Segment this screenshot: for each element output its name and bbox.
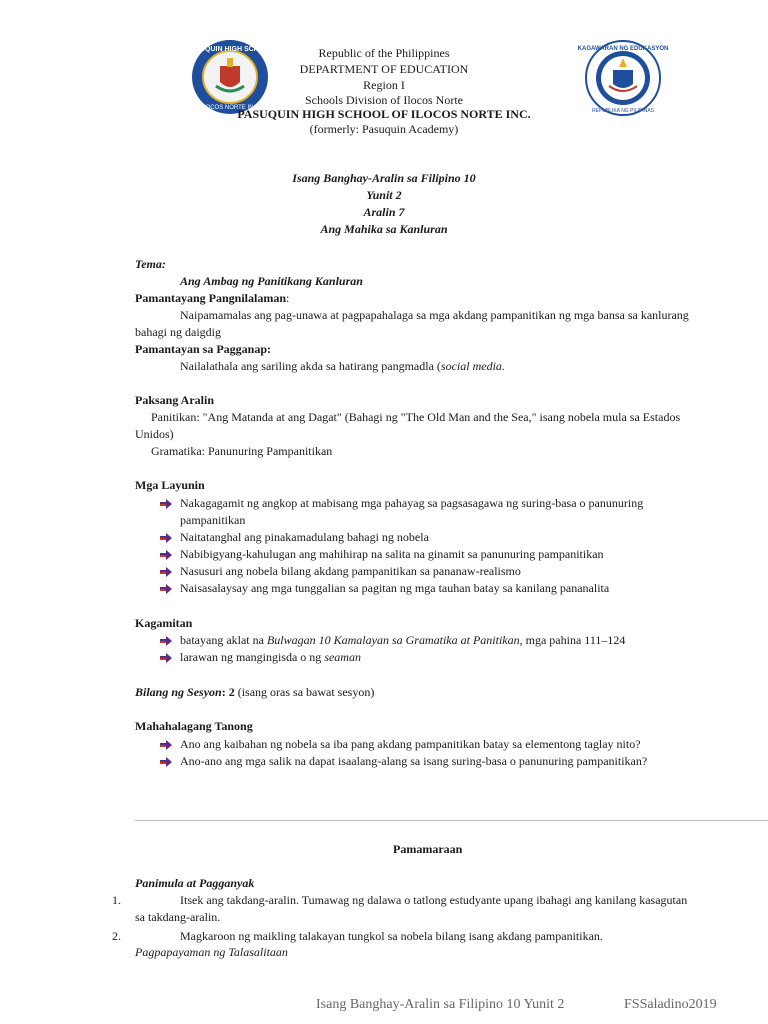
- sesyon-label: Bilang ng Sesyon: [135, 685, 222, 699]
- pangnilalaman-label: Pamantayang Pangnilalaman: [135, 291, 287, 305]
- title-line4: Ang Mahika sa Kanluran: [320, 222, 448, 236]
- header-school: PASUQUIN HIGH SCHOOL OF ILOCOS NORTE INC.: [237, 107, 531, 121]
- step-number: 2.: [112, 929, 121, 943]
- layunin-item: Nakagagamit ng angkop at mabisang mga pahayag sa pagsasagawa ng suring-basa o panunuring: [180, 496, 644, 510]
- kagamitan-item2-pre: larawan ng mangingisda o ng: [180, 650, 325, 664]
- step-text: Magkaroon ng maikling talakayan tungkol sa nobela bilang isang akdang pampanitikan.: [180, 929, 603, 943]
- sesyon-value: : 2: [221, 685, 235, 699]
- arrow-bullet-icon: [160, 567, 172, 577]
- arrow-bullet-icon: [160, 757, 172, 767]
- pangnilalaman-colon: :: [286, 291, 290, 305]
- logo-left-text-bottom: ILOCOS NORTE INC.: [200, 105, 260, 111]
- pangnilalaman-heading: [135, 291, 289, 306]
- tema-value: Ang Ambag ng Panitikang Kanluran: [180, 274, 363, 288]
- sesyon-line: [135, 685, 374, 700]
- kagamitan-item2-italic: seaman: [324, 650, 361, 664]
- header-republic: Republic of the Philippines: [318, 46, 450, 60]
- step-text-cont: sa takdang-aralin.: [135, 910, 221, 924]
- layunin-item-cont: pampanitikan: [180, 513, 246, 527]
- tanong-label: Mahahalagang Tanong: [135, 719, 253, 733]
- paksang-line1: Panitikan: "Ang Matanda at ang Dagat" (Bahagi ng "The Old Man and the Sea," isang nobela mula sa Estados: [151, 410, 681, 424]
- step-text: Itsek ang takdang-aralin. Tumawag ng dalawa o tatlong estudyante upang ibahagi ang kanilang kasagutan: [180, 893, 688, 907]
- arrow-bullet-icon: [160, 533, 172, 543]
- pagganap-text-italic: social media.: [440, 359, 505, 373]
- arrow-bullet-icon: [160, 653, 172, 663]
- pangnilalaman-text1: Naipamamalas ang pag-unawa at pagpapahalaga sa mga akdang pampanitikan ng mga bansa sa kanlurang: [180, 308, 689, 322]
- step-number: 1.: [112, 893, 121, 907]
- kagamitan-item1-post: , mga pahina 111–124: [519, 633, 626, 647]
- layunin-item: Naitatanghal ang pinakamadulang bahagi ng nobela: [180, 530, 429, 544]
- tanong-item: Ano ang kaibahan ng nobela sa iba pang akdang pampanitikan batay sa elementong taglay nito?: [180, 737, 641, 751]
- arrow-bullet-icon: [160, 499, 172, 509]
- kagamitan-item1-pre: batayang aklat na: [180, 633, 267, 647]
- header-deped: DEPARTMENT OF EDUCATION: [299, 62, 469, 76]
- paksang-line3: Gramatika: Panunuring Pampanitikan: [151, 444, 333, 458]
- footer-title: Isang Banghay-Aralin sa Filipino 10 Yunit 2: [316, 997, 565, 1012]
- pamamaraan-sub: Panimula at Pagganyak: [135, 876, 255, 890]
- pangnilalaman-text2: bahagi ng daigdig: [135, 325, 221, 339]
- kagamitan-label: Kagamitan: [135, 616, 193, 630]
- title-line2: Yunit 2: [366, 188, 402, 202]
- kagamitan-item1-book: Bulwagan 10 Kamalayan sa Gramatika at Panitikan: [266, 633, 520, 647]
- arrow-bullet-icon: [160, 550, 172, 560]
- arrow-bullet-icon: [160, 584, 172, 594]
- layunin-label: Mga Layunin: [135, 478, 205, 492]
- layunin-item: Nasusuri ang nobela bilang akdang pampanitikan sa pananaw-realismo: [180, 564, 521, 578]
- pagganap-label: Pamantayan sa Pagganap:: [135, 342, 272, 356]
- kagamitan-item: [180, 633, 625, 648]
- title-line3: Aralin 7: [363, 205, 405, 219]
- layunin-item: Naisasalaysay ang mga tunggalian sa pagitan ng mga tauhan batay sa kanilang pananalita: [180, 581, 610, 595]
- pagganap-line: [180, 359, 505, 374]
- logo-right-text-top: KAGAWARAN NG EDUKASYON: [577, 46, 669, 52]
- paksang-line2: Unidos): [135, 427, 174, 441]
- layunin-item: Nabibigyang-kahulugan ang mahihirap na salita na ginamit sa panunuring pampanitikan: [180, 547, 604, 561]
- header-formerly: (formerly: Pasuquin Academy): [309, 122, 459, 136]
- tema-label: Tema:: [135, 257, 166, 271]
- arrow-bullet-icon: [160, 636, 172, 646]
- section-divider: [135, 820, 768, 821]
- pagganap-text: Nailalathala ang sariling akda sa hatirang pangmadla (: [180, 359, 441, 373]
- kagamitan-item: [180, 650, 361, 665]
- sesyon-note: (isang oras sa bawat sesyon): [234, 685, 375, 699]
- tanong-item: Ano-ano ang mga salik na dapat isaalang-alang sa isang suring-basa o panunuring pampanitikan?: [180, 754, 648, 768]
- logo-left-text-top: PASUQUIN HIGH SCHOOL: [186, 46, 274, 53]
- arrow-bullet-icon: [160, 740, 172, 750]
- pamamaraan-sub2: Pagpapayaman ng Talasalitaan: [135, 945, 288, 959]
- paksang-label: Paksang Aralin: [135, 393, 215, 407]
- title-line1: Isang Banghay-Aralin sa Filipino 10: [292, 171, 476, 185]
- footer-author: FSSaladino2019: [624, 997, 717, 1012]
- header-division: Schools Division of Ilocos Norte: [305, 93, 463, 107]
- logo-right-text-bottom: REPUBLIKA NG PILIPINAS: [592, 108, 654, 114]
- pamamaraan-heading: Pamamaraan: [393, 842, 463, 856]
- header-region: Region I: [363, 78, 405, 92]
